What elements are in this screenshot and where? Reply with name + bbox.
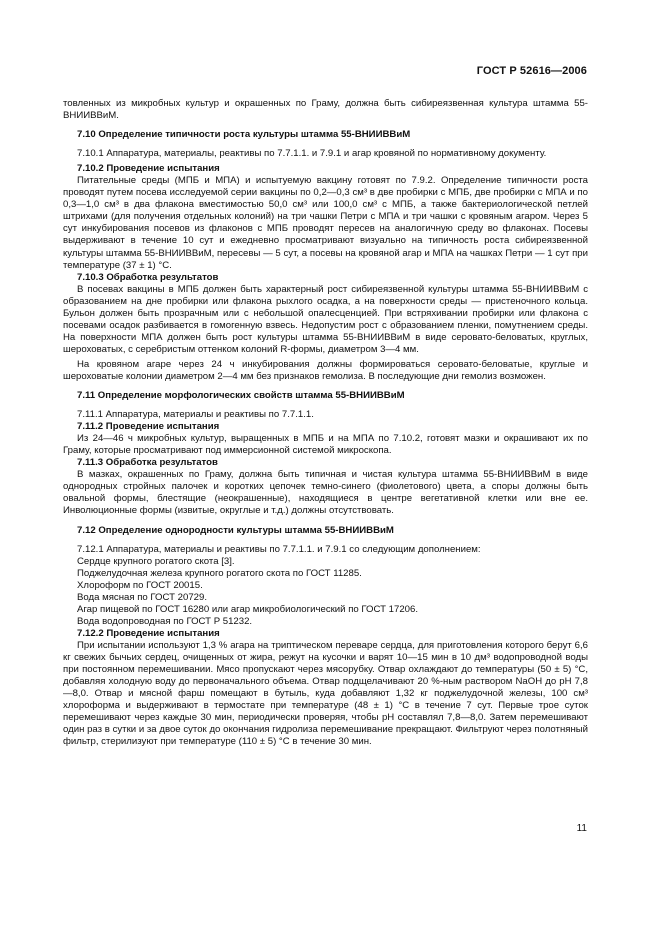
list-item: Поджелудочная железа крупного рогатого скота по ГОСТ 11285. [77, 567, 362, 579]
paragraph: 7.12.1 Аппаратура, материалы и реактивы по 7.7.1.1. и 7.9.1 со следующим дополнением: [77, 543, 481, 555]
paragraph: В посевах вакцины в МПБ должен быть характерный рост сибиреязвенной культуры штамма 55-ВНИИВВиМ с образованием на дне пробирки или флакона рыхлого осадка, а на поверхности среды — пристеночного кольца. Бульон должен быть прозрачным или с небольшой опалесценцией. При встряхивании пробирки или флакона с посевами осадок разбивается в гомогенную взвесь. Недопустим рост с образованием пленки, помутнением среды. На поверхности МПА должен быть рост культуры штамма 55-ВНИИВВиМ в виде серовато-беловатых, круглых, шероховатых, с серебристым оттенком колоний R-формы, диаметром 3—4 мм. [63, 283, 588, 355]
subsection-heading: 7.10.3 Обработка результатов [77, 271, 219, 283]
section-heading-7-11: 7.11 Определение морфологических свойств штамма 55-ВНИИВВиМ [77, 390, 405, 402]
paragraph: Из 24—46 ч микробных культур, выращенных в МПБ и на МПА по 7.10.2, готовят мазки и окрашивают их по Граму, которые просматривают под иммерсионной системой микроскопа. [63, 433, 588, 457]
paragraph: товленных из микробных культур и окрашенных по Граму, должна быть сибиреязвенная культура штамма 55-ВНИИВВиМ. [63, 98, 588, 122]
list-item: Агар пищевой по ГОСТ 16280 или агар микробиологический по ГОСТ 17206. [77, 603, 418, 615]
list-item: Сердце крупного рогатого скота [3]. [77, 555, 235, 567]
subsection-heading: 7.11.3 Обработка результатов [77, 457, 218, 469]
paragraph: 7.10.1 Аппаратура, материалы, реактивы по 7.7.1.1. и 7.9.1 и агар кровяной по нормативному документу. [77, 148, 547, 160]
list-item: Вода водопроводная по ГОСТ Р 51232. [77, 615, 253, 627]
subsection-heading: 7.11.2 Проведение испытания [77, 421, 220, 433]
document-body [63, 98, 588, 748]
paragraph: При испытании используют 1,3 % агара на триптическом переваре сердца, для приготовления которого берут 6,6 кг свежих бычьих сердец, очищенных от жира, режут на кусочки и варят 10—15 мин в 10 дм³ водопроводной воды при постоянном перемешивании. Мясо пропускают через мясорубку. Отвар охлаждают до температуры (50 ± 5) °С, добавляя холодную воду до первоначального объема. Отвар подщелачивают 20 %-ным раствором NaOH до рН 7,8—8,0. Отвар и мясной фарш помещают в бутыль, куда добавляют 1,32 кг поджелудочной железы, 100 см³ хлороформа и выдерживают в термостате при температуре (48 ± 1) °С в течение 7 сут. Первые трое суток перемешивают через каждые 30 мин, периодически проверяя, чтобы рН составлял 7,8—8,0. Затем перемешивают один раз в сутки и за двое суток до окончания гидролиза перемешивание прекращают. Фильтруют через полотняный фильтр, стерилизуют при температуре (110 ± 5) °С в течение 30 мин. [63, 639, 588, 748]
section-heading-7-12: 7.12 Определение однородности культуры штамма 55-ВНИИВВиМ [77, 524, 394, 536]
paragraph: Питательные среды (МПБ и МПА) и испытуемую вакцину готовят по 7.9.2. Определение типичности роста проводят путем посева исследуемой серии вакцины по 0,2—0,3 см³ в две пробирки с МПБ, две пробирки с МПА и по 0,3—1,0 см³ в два флакона вместимостью 50,0 см³ или 100,0 см³ с МПБ, а также бактериологической петлей штрихами (для получения отдельных колоний) на три чашки Петри с МПА и три чашки с кровяным агаром. Через 5 сут инкубирования посевов из флаконов с МПБ проводят пересев на аналогичную среду во флаконах. Посевы выдерживают в течение 10 сут и ежедневно просматривают визуально на типичность роста сибиреязвенной культуры штамма 55-ВНИИВВиМ, пересевы — 5 сут, а посевы на кровяной агар и МПА на чашках Петри — 1 сут при температуре (37 ± 1) °С. [63, 175, 588, 271]
list-item: Хлороформ по ГОСТ 20015. [77, 579, 203, 591]
paragraph: В мазках, окрашенных по Граму, должна быть типичная и чистая культура штамма 55-ВНИИВВиМ в виде однородных стройных палочек и коротких цепочек темно-синего (фиолетового) цвета, а споры должны быть овальной формы, блестящие (неокрашенные), находящиеся в центре вегетативной клетки или вне ее. Инволюционные формы (извитые, округлые и т.д.) должны отсутствовать. [63, 469, 588, 517]
document-header: ГОСТ Р 52616—2006 [476, 65, 587, 77]
subsection-heading: 7.10.2 Проведение испытания [77, 163, 220, 175]
subsection-heading: 7.12.2 Проведение испытания [77, 627, 220, 639]
paragraph: 7.11.1 Аппаратура, материалы и реактивы по 7.7.1.1. [77, 409, 314, 421]
paragraph: На кровяном агаре через 24 ч инкубирования должны формироваться серовато-беловатые, круглые и шероховатые колонии диаметром 2—4 мм без признаков гемолиза. В последующие дни гемолиз возможен. [63, 358, 588, 382]
list-item: Вода мясная по ГОСТ 20729. [77, 591, 207, 603]
section-heading-7-10: 7.10 Определение типичности роста культуры штамма 55-ВНИИВВиМ [77, 129, 411, 141]
page-number: 11 [576, 823, 587, 834]
